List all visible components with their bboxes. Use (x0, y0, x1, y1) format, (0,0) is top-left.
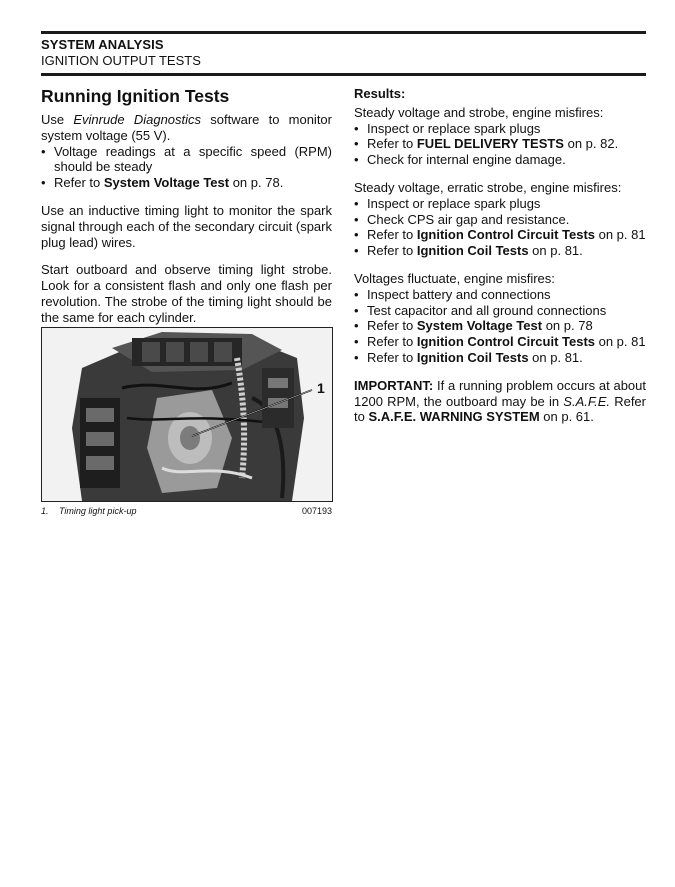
list-item: • Refer to Ignition Control Circuit Tests on p. 81 (354, 334, 646, 350)
list-item: • Refer to System Voltage Test on p. 78 (354, 318, 646, 334)
list-item: • Inspect or replace spark plugs (354, 196, 646, 212)
list-item: • Voltage readings at a specific speed (RPM) should be steady (41, 144, 332, 176)
group-heading: Voltages fluctuate, engine misfires: (354, 270, 555, 286)
important-note: IMPORTANT: If a running problem occurs at about 1200 RPM, the outboard may be in S.A.F.E. Refer to S.A.F.E. WARNING SYSTEM on p. 61. (354, 377, 646, 425)
group-heading: Steady voltage and strobe, engine misfires: (354, 104, 604, 120)
intro-bullets (41, 144, 332, 191)
header-bottom-rule (41, 73, 646, 76)
timing-light-paragraph: Use an inductive timing light to monitor the spark signal through each of the secondary circuit (spark plug lead) wires. (41, 202, 332, 250)
list-item: • Check CPS air gap and resistance. (354, 212, 646, 228)
figure-code: 007193 (301, 506, 332, 516)
subsection-title: IGNITION OUTPUT TESTS (41, 53, 201, 68)
caption-number: 1. (41, 506, 49, 516)
results-list (354, 287, 646, 366)
engine-photo (41, 327, 333, 502)
list-item: • Refer to System Voltage Test on p. 78. (41, 175, 332, 191)
list-item: • Refer to Ignition Coil Tests on p. 81. (354, 350, 646, 366)
list-item: • Refer to FUEL DELIVERY TESTS on p. 82. (354, 136, 646, 152)
results-list (354, 121, 646, 168)
list-item: • Test capacitor and all ground connections (354, 303, 646, 319)
strobe-paragraph: Start outboard and observe timing light strobe. Look for a consistent flash and only one flash per revolution. The strobe of the timing light should be the same for each cylinder. (41, 262, 332, 325)
intro-paragraph: Use Evinrude Diagnostics software to monitor system voltage (55 V). (41, 112, 332, 143)
list-item: • Refer to Ignition Control Circuit Tests on p. 81 (354, 227, 646, 243)
caption-text: Timing light pick-up (59, 506, 137, 516)
right-column (354, 86, 646, 425)
figure-caption (41, 506, 332, 516)
page-heading: Running Ignition Tests (41, 86, 230, 106)
list-item: • Check for internal engine damage. (354, 152, 646, 168)
results-heading: Results: (354, 86, 406, 101)
header-top-rule (41, 31, 646, 34)
group-heading: Steady voltage, erratic strobe, engine misfires: (354, 179, 622, 195)
left-column (41, 86, 332, 326)
list-item: • Inspect battery and connections (354, 287, 646, 303)
list-item: • Refer to Ignition Coil Tests on p. 81. (354, 243, 646, 259)
figure-callout-label: 1 (317, 380, 325, 396)
results-list (354, 196, 646, 259)
section-title: SYSTEM ANALYSIS (41, 37, 164, 52)
list-item: • Inspect or replace spark plugs (354, 121, 646, 137)
